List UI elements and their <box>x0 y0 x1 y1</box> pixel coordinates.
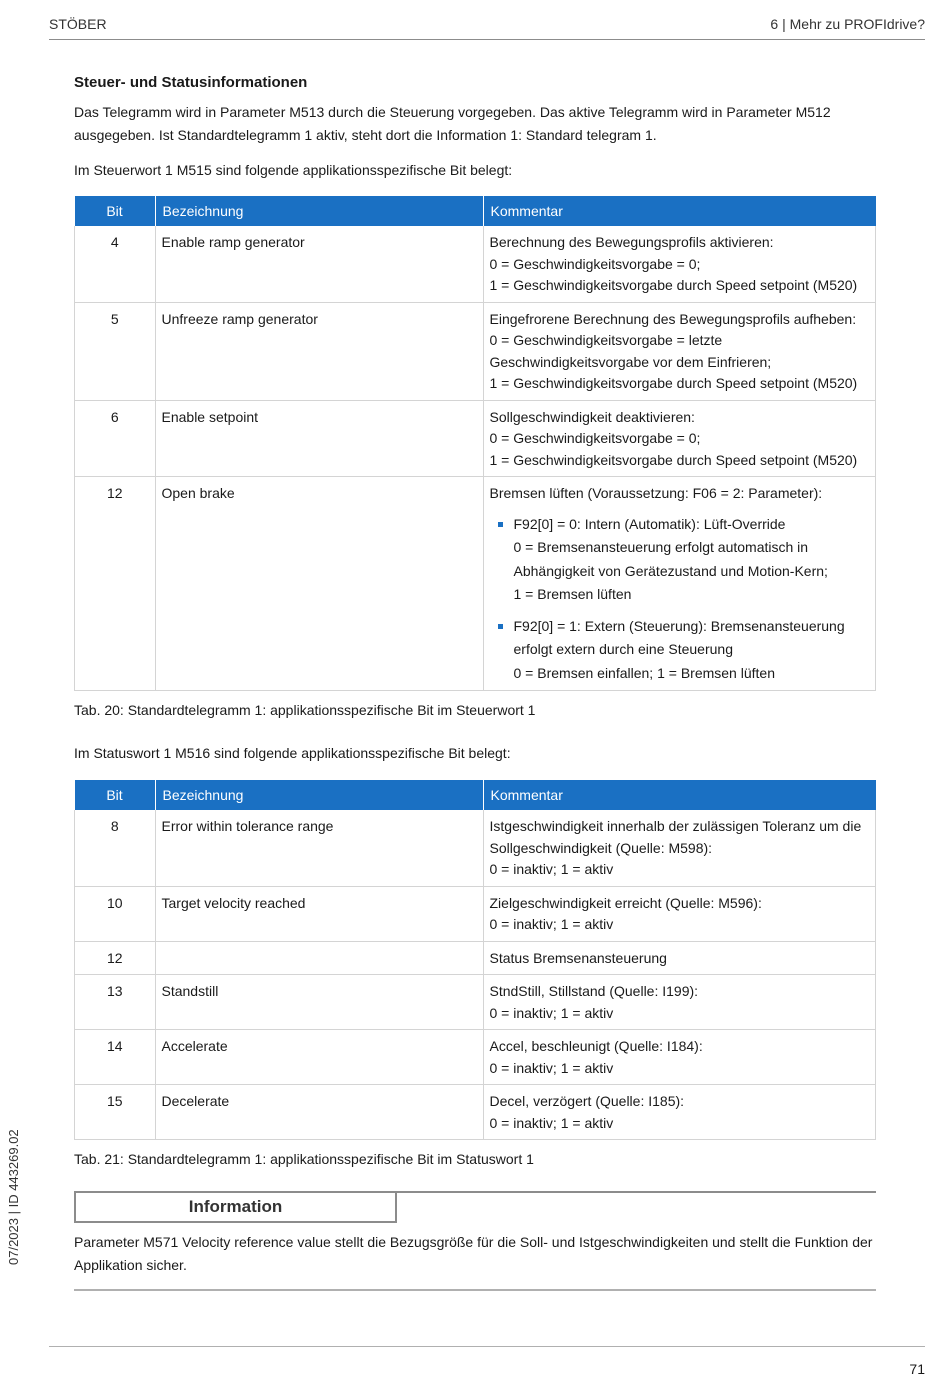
page-footer <box>49 1346 925 1377</box>
comment-line: Decel, verzögert (Quelle: I185): <box>489 1093 685 1109</box>
chapter-title: 6 | Mehr zu PROFIdrive? <box>770 16 925 32</box>
cell-bit: 14 <box>75 1030 156 1085</box>
comment-line: Bremsen lüften (Voraussetzung: F06 = 2: Parameter): <box>489 485 823 501</box>
cell-comment <box>483 1030 876 1085</box>
header-bit: Bit <box>75 780 156 810</box>
table-row <box>75 226 876 302</box>
cell-comment <box>483 810 876 886</box>
brand-name: STÖBER <box>49 16 107 32</box>
information-title: Information <box>74 1191 397 1223</box>
comment-line: 0 = inaktiv; 1 = aktiv <box>489 916 614 932</box>
paragraph-telegram: Das Telegramm wird in Parameter M513 durch die Steuerung vorgegeben. Das aktive Telegramm wird in Parameter M512 ausgegeben. Ist Standardtelegramm 1 aktiv, steht dort die Information 1: Standard telegram 1. <box>74 104 831 143</box>
cell-comment <box>483 477 876 691</box>
comment-line: 0 = Geschwindigkeitsvorgabe = 0; <box>489 430 701 446</box>
cell-name: Accelerate <box>155 1030 483 1085</box>
paragraph-status-word-intro: Im Statuswort 1 M516 sind folgende applikationsspezifische Bit belegt: <box>74 745 511 761</box>
table-row <box>75 400 876 477</box>
cell-name <box>155 941 483 975</box>
table-caption: Tab. 20: Standardtelegramm 1: applikationsspezifische Bit im Steuerwort 1 <box>74 702 536 718</box>
comment-line: 0 = inaktiv; 1 = aktiv <box>489 1114 614 1131</box>
header-name: Bezeichnung <box>155 780 483 810</box>
comment-line: Istgeschwindigkeit innerhalb der zulässigen Toleranz um die Sollgeschwindigkeit (Quelle: M598): <box>489 818 862 856</box>
information-divider <box>74 1289 876 1291</box>
cell-name: Enable setpoint <box>155 400 483 477</box>
comment-line: Status Bremsenansteuerung <box>489 949 667 966</box>
table-caption: Tab. 21: Standardtelegramm 1: applikationsspezifische Bit im Statuswort 1 <box>74 1151 534 1167</box>
cell-comment <box>483 886 876 941</box>
page-number: 71 <box>909 1361 925 1377</box>
page-content <box>74 74 876 1291</box>
cell-bit: 5 <box>75 302 156 400</box>
cell-comment <box>483 941 876 975</box>
table-header-row <box>75 780 876 810</box>
cell-name: Target velocity reached <box>155 886 483 941</box>
comment-line: 0 = Geschwindigkeitsvorgabe = 0; <box>489 255 701 272</box>
table-row <box>75 1030 876 1085</box>
header-bit: Bit <box>75 196 156 226</box>
table-row <box>75 886 876 941</box>
table-row <box>75 302 876 400</box>
cell-name: Unfreeze ramp generator <box>155 302 483 400</box>
control-word-table <box>74 196 876 691</box>
bullet-line: 0 = Bremsenansteuerung erfolgt automatisch in Abhängigkeit von Gerätezustand und Motion-Kern; <box>513 539 828 579</box>
table-header-row <box>75 196 876 226</box>
paragraph-control-word-intro: Im Steuerwort 1 M515 sind folgende applikationsspezifische Bit belegt: <box>74 162 513 178</box>
table-row <box>75 975 876 1030</box>
comment-line: 0 = inaktiv; 1 = aktiv <box>489 1059 614 1076</box>
section-title: Steuer- und Statusinformationen <box>74 74 308 91</box>
comment-line: Eingefrorene Berechnung des Bewegungsprofils aufheben: <box>489 310 857 327</box>
cell-bit: 12 <box>75 477 156 691</box>
comment-line: Berechnung des Bewegungsprofils aktivieren: <box>489 234 774 250</box>
information-text: Parameter M571 Velocity reference value stellt die Bezugsgröße für die Soll- und Istgeschwindigkeiten und stellt die Funktion der Applikation sicher. <box>74 1234 873 1273</box>
cell-name: Enable ramp generator <box>155 226 483 302</box>
table-row <box>75 941 876 975</box>
cell-bit: 15 <box>75 1085 156 1140</box>
cell-bit: 4 <box>75 226 156 302</box>
information-box <box>74 1191 876 1223</box>
bullet-square-icon <box>498 522 503 527</box>
bullet-line: 1 = Bremsen lüften <box>513 586 632 602</box>
comment-line: 0 = inaktiv; 1 = aktiv <box>489 1004 614 1021</box>
header-comment: Kommentar <box>483 780 876 810</box>
cell-name: Standstill <box>155 975 483 1030</box>
bullet-line: F92[0] = 0: Intern (Automatik): Lüft-Override <box>513 515 786 532</box>
bullet-line: 0 = Bremsen einfallen; 1 = Bremsen lüften <box>513 664 775 681</box>
cell-bit: 10 <box>75 886 156 941</box>
status-word-table <box>74 780 876 1140</box>
comment-line: Sollgeschwindigkeit deaktivieren: <box>489 408 695 425</box>
cell-comment <box>483 975 876 1030</box>
cell-comment <box>483 400 876 477</box>
comment-line: 0 = inaktiv; 1 = aktiv <box>489 861 614 877</box>
table-row <box>75 477 876 691</box>
comment-line: 1 = Geschwindigkeitsvorgabe durch Speed setpoint (M520) <box>489 451 858 468</box>
cell-bit: 6 <box>75 400 156 477</box>
cell-comment <box>483 302 876 400</box>
bullet-item <box>490 513 870 607</box>
table-row <box>75 1085 876 1140</box>
table-row <box>75 810 876 886</box>
cell-name: Decelerate <box>155 1085 483 1140</box>
page-header <box>49 14 925 40</box>
comment-line: StndStill, Stillstand (Quelle: I199): <box>489 983 699 999</box>
comment-line: 1 = Geschwindigkeitsvorgabe durch Speed setpoint (M520) <box>489 375 858 391</box>
document-id: 07/2023 | ID 443269.02 <box>6 1129 21 1265</box>
header-name: Bezeichnung <box>155 196 483 226</box>
cell-bit: 13 <box>75 975 156 1030</box>
comment-line: Zielgeschwindigkeit erreicht (Quelle: M596): <box>489 894 762 911</box>
bullet-item <box>490 615 870 686</box>
cell-comment <box>483 1085 876 1140</box>
cell-comment <box>483 226 876 302</box>
cell-bit: 8 <box>75 810 156 886</box>
cell-name: Error within tolerance range <box>155 810 483 886</box>
bullet-square-icon <box>498 624 503 629</box>
cell-bit: 12 <box>75 941 156 975</box>
comment-line: 1 = Geschwindigkeitsvorgabe durch Speed setpoint (M520) <box>489 277 858 293</box>
comment-line: Accel, beschleunigt (Quelle: I184): <box>489 1038 703 1054</box>
comment-line: 0 = Geschwindigkeitsvorgabe = letzte Geschwindigkeitsvorgabe vor dem Einfrieren; <box>489 332 772 370</box>
bullet-line: F92[0] = 1: Extern (Steuerung): Bremsenansteuerung erfolgt extern durch eine Steuerung <box>513 617 845 657</box>
header-comment: Kommentar <box>483 196 876 226</box>
cell-name: Open brake <box>155 477 483 691</box>
